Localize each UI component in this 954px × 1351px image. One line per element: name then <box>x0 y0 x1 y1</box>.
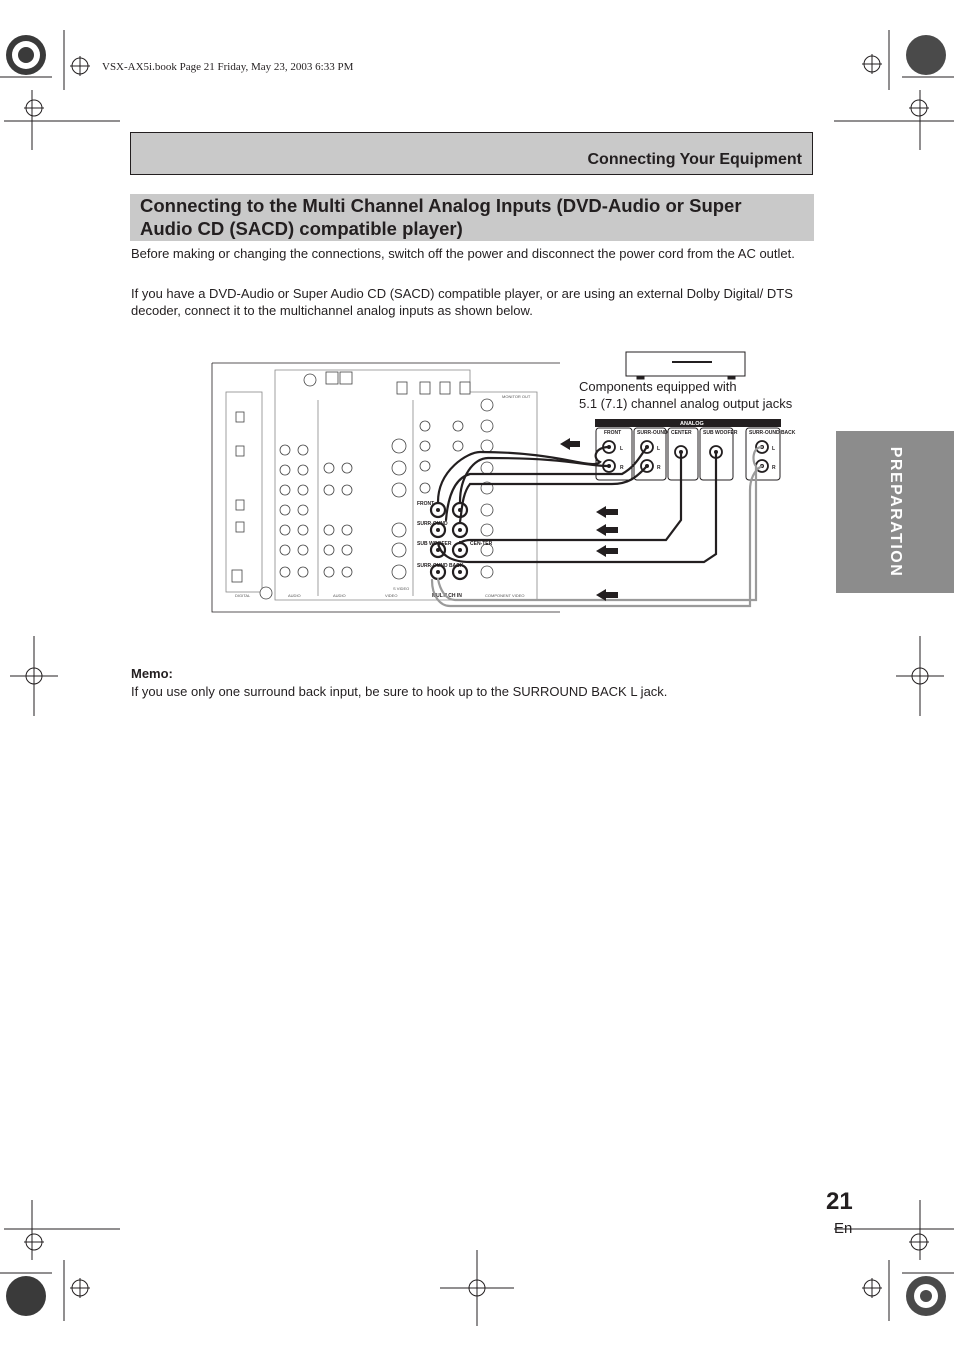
player-label-subwoofer: SUB WOOFER <box>703 430 738 436</box>
label-s-video: S VIDEO <box>393 586 410 591</box>
player-label-r-2: R <box>657 465 661 471</box>
player-label-l-3: L <box>772 446 776 452</box>
label-digital: DIGITAL <box>235 593 251 598</box>
player-label-r-1: R <box>620 465 624 471</box>
player-label-center: CENTER <box>671 430 692 436</box>
components-label <box>579 378 792 412</box>
receiver-rear-panel <box>212 363 560 612</box>
page-number: 21 <box>826 1188 853 1215</box>
player-label-l-1: L <box>620 446 624 452</box>
page-language: En <box>834 1220 853 1237</box>
player-label-surround-back: SURR-OUND BACK <box>749 430 796 436</box>
heading-line-1: Connecting to the Multi Channel Analog Inputs (DVD-Audio or Super <box>140 195 742 216</box>
analog-header: ANALOG <box>680 421 704 427</box>
intro-paragraph: Before making or changing the connections, switch off the power and disconnect the power cord from the AC outlet. <box>131 246 795 261</box>
label-surround: SURR-OUND <box>417 521 448 527</box>
label-audio-2: AUDIO <box>333 593 346 598</box>
label-center: CEN-TER <box>470 541 493 547</box>
label-component-video: COMPONENT VIDEO <box>485 593 525 598</box>
player-label-front: FRONT <box>604 430 622 436</box>
memo-title: Memo: <box>131 666 173 681</box>
player-label-surround: SURR-OUND <box>637 430 668 436</box>
instructions-paragraph: If you have a DVD-Audio or Super Audio CD (SACD) compatible player, or are using an external Dolby Digital/ DTS decoder, connect it to the multichannel analog inputs as shown below. <box>131 286 793 318</box>
components-label-line-1: Components equipped with <box>579 379 737 394</box>
side-tab-preparation <box>836 431 954 593</box>
memo-text: If you use only one surround back input, be sure to hook up to the SURROUND BACK L jack. <box>131 684 668 699</box>
label-surround-back: SURR-OUND BACK <box>417 563 464 569</box>
player-device-icon <box>626 352 745 379</box>
player-label-l-2: L <box>657 446 661 452</box>
heading-line-2: Audio CD (SACD) compatible player) <box>140 218 463 239</box>
side-tab-label: PREPARATION <box>887 446 904 578</box>
label-front: FRONT <box>417 501 435 507</box>
section-title: Connecting Your Equipment <box>587 151 802 168</box>
label-multi-ch-in: MULTI CH IN <box>432 593 462 599</box>
player-label-r-3: R <box>772 465 776 471</box>
label-subwoofer: SUB WOOFER <box>417 541 452 547</box>
file-header: VSX-AX5i.book Page 21 Friday, May 23, 2003 6:33 PM <box>102 61 354 73</box>
label-monitor-out: MONITOR OUT <box>502 394 531 399</box>
components-label-line-2: 5.1 (7.1) channel analog output jacks <box>579 396 793 411</box>
label-video: VIDEO <box>385 593 398 598</box>
label-audio-1: AUDIO <box>288 593 301 598</box>
